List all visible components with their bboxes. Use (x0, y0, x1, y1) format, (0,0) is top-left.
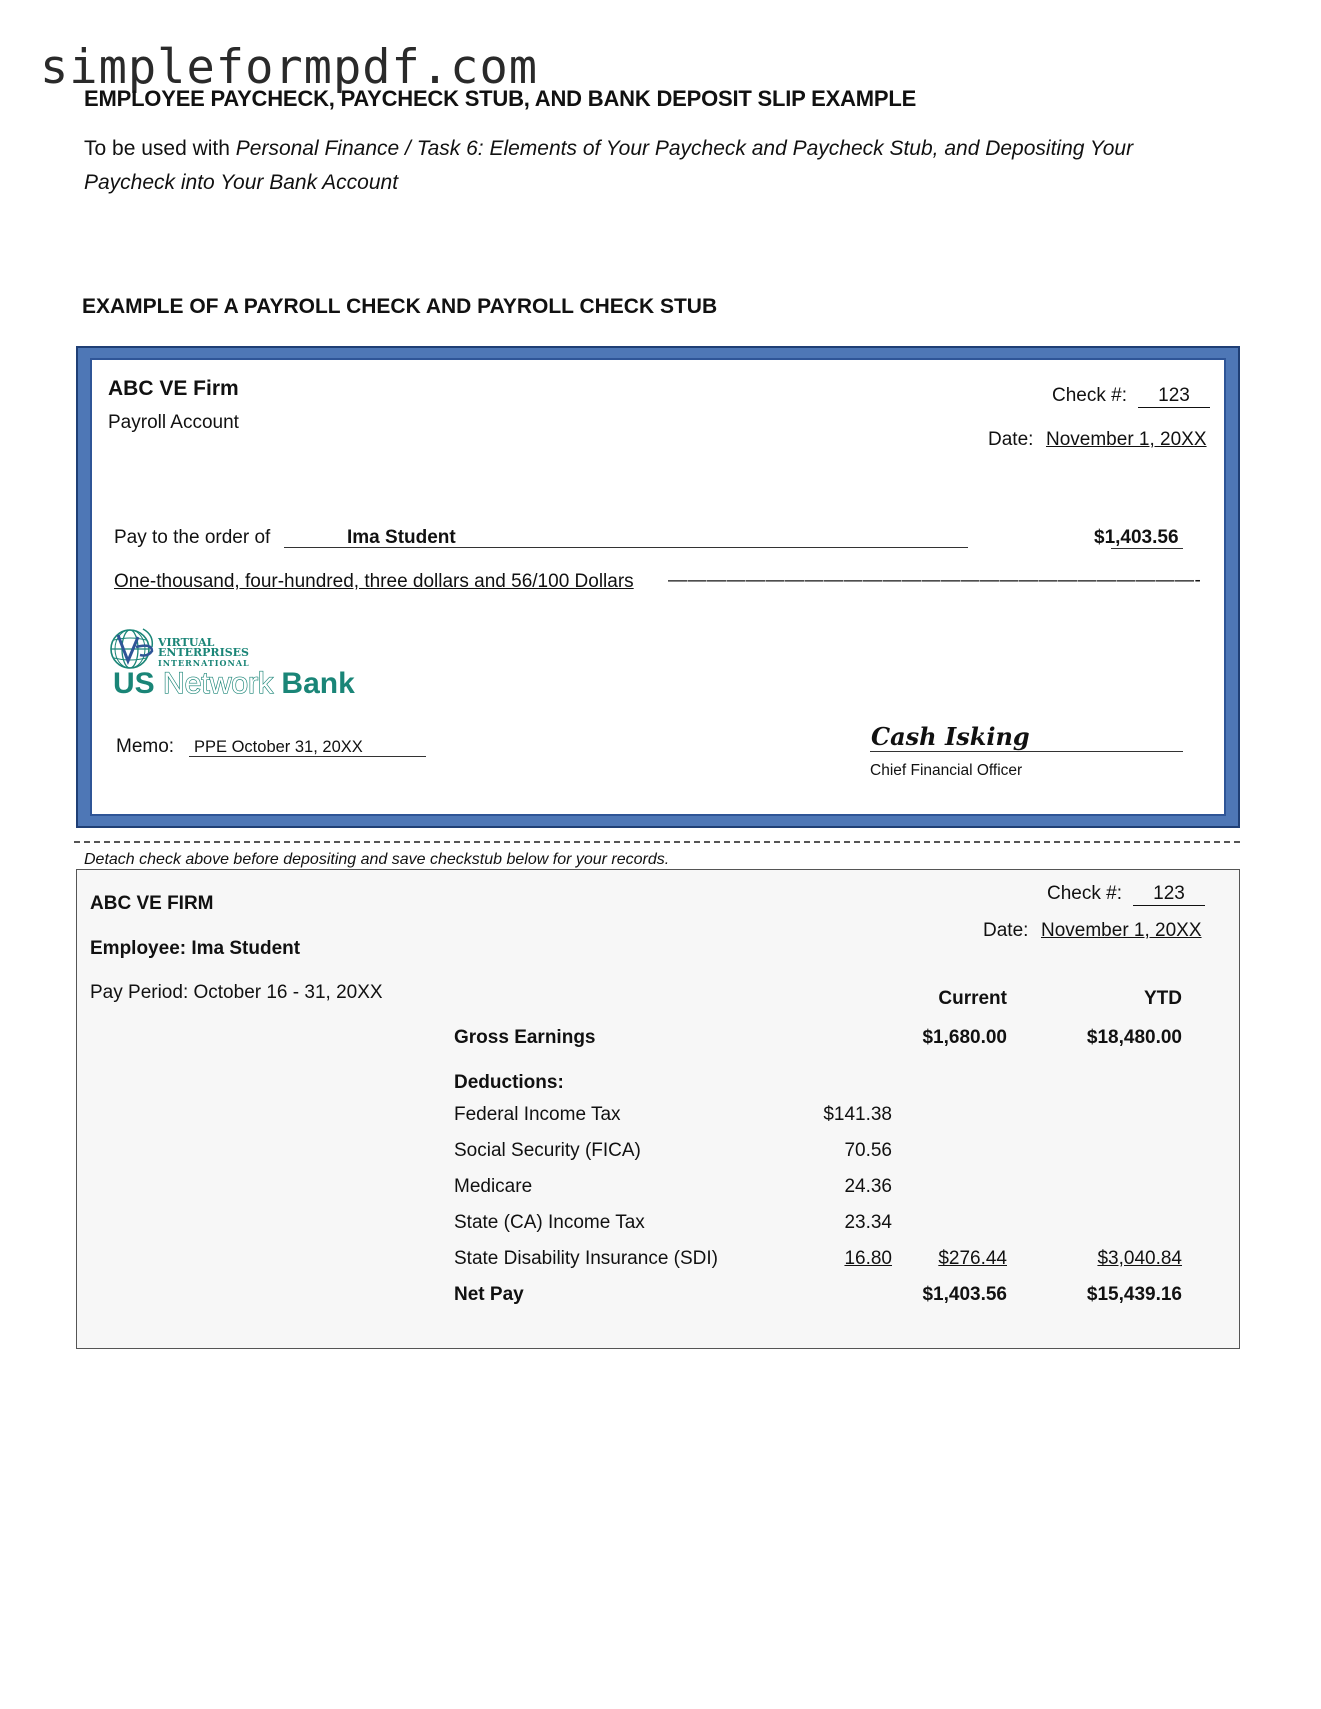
section-title: EXAMPLE OF A PAYROLL CHECK AND PAYROLL CHECK STUB (82, 295, 718, 318)
check-number-label: Check #: (1052, 385, 1127, 406)
check-date-label: Date: (988, 429, 1034, 450)
deduction-label: Federal Income Tax (454, 1104, 621, 1125)
deduction-amount: $141.38 (823, 1104, 892, 1125)
deduction-amount: 24.36 (844, 1176, 892, 1197)
deduction-amount: 23.34 (844, 1212, 892, 1233)
intro-text (84, 132, 1214, 200)
deduction-label: State (CA) Income Tax (454, 1212, 645, 1233)
ve-logo-line2: ENTERPRISES (158, 646, 249, 659)
detach-line (74, 841, 1240, 843)
check-amount (1094, 527, 1179, 549)
pay-to-label: Pay to the order of (114, 527, 271, 548)
stub-date: November 1, 20XX (1041, 920, 1202, 941)
check-number: 123 (1138, 385, 1210, 408)
ve-logo-text (158, 638, 250, 668)
document-title: EMPLOYEE PAYCHECK, PAYCHECK STUB, AND BANK DEPOSIT SLIP EXAMPLE (84, 86, 917, 111)
signer-title: Chief Financial Officer (870, 762, 1023, 779)
bank-name-us: US (113, 667, 155, 700)
intro-course: Personal Finance / Task 6: Elements of Your Paycheck and Paycheck Stub, and Depositing Your Paycheck into Your Bank Account (84, 137, 1134, 194)
memo-value: PPE October 31, 20XX (194, 738, 363, 756)
deduction-amount: 70.56 (844, 1140, 892, 1161)
stub-firm: ABC VE FIRM (90, 893, 214, 914)
bank-name-bank: Bank (281, 667, 355, 700)
ve-logo-line1: VIRTUAL (158, 636, 215, 649)
deductions-label: Deductions: (454, 1072, 564, 1093)
amount-line (1111, 548, 1183, 549)
net-pay-ytd: $15,439.16 (1086, 1284, 1182, 1305)
signature-line (870, 751, 1183, 752)
stub-check-number: 123 (1133, 883, 1205, 906)
column-header-ytd: YTD (1144, 988, 1182, 1009)
stub-date-label: Date: (983, 920, 1029, 941)
amount-symbol: $ (1094, 527, 1105, 548)
stub-pay-period: Pay Period: October 16 - 31, 20XX (90, 982, 383, 1003)
net-pay-label: Net Pay (454, 1284, 524, 1305)
check-account: Payroll Account (108, 412, 239, 433)
check-date: November 1, 20XX (1046, 429, 1207, 450)
gross-earnings-ytd: $18,480.00 (1086, 1027, 1182, 1048)
ve-logo-line3: INTERNATIONAL (158, 658, 250, 668)
bank-name-network: Network (163, 667, 274, 700)
amount-words-fill: ———————————————————————————- (668, 570, 1202, 591)
column-header-current: Current (938, 988, 1007, 1009)
deduction-amount: 16.80 (844, 1248, 892, 1269)
deduction-label: State Disability Insurance (SDI) (454, 1248, 718, 1269)
amount-digits: 1,403.56 (1104, 527, 1179, 548)
stub-check-number-label: Check #: (1047, 883, 1122, 904)
deductions-total-ytd: $3,040.84 (1097, 1248, 1182, 1269)
deduction-label: Social Security (FICA) (454, 1140, 641, 1161)
check-firm-name: ABC VE Firm (108, 377, 239, 400)
bank-name (113, 667, 355, 701)
amount-in-words: One-thousand, four-hundred, three dollars and 56/100 Dollars (114, 571, 634, 592)
deduction-label: Medicare (454, 1176, 533, 1197)
detach-note: Detach check above before depositing and save checkstub below for your records. (84, 851, 670, 868)
gross-earnings-label: Gross Earnings (454, 1027, 596, 1048)
stub-employee: Employee: Ima Student (90, 938, 301, 959)
memo-line (189, 756, 426, 757)
gross-earnings-current: $1,680.00 (922, 1027, 1007, 1048)
net-pay-current: $1,403.56 (922, 1284, 1007, 1305)
signature: Cash Isking (871, 722, 1030, 751)
intro-prefix: To be used with (84, 137, 236, 160)
watermark: simpleformpdf.com (40, 40, 539, 95)
memo-label: Memo: (116, 736, 175, 757)
payee-name: Ima Student (347, 527, 456, 548)
deductions-total-current: $276.44 (938, 1248, 1007, 1269)
